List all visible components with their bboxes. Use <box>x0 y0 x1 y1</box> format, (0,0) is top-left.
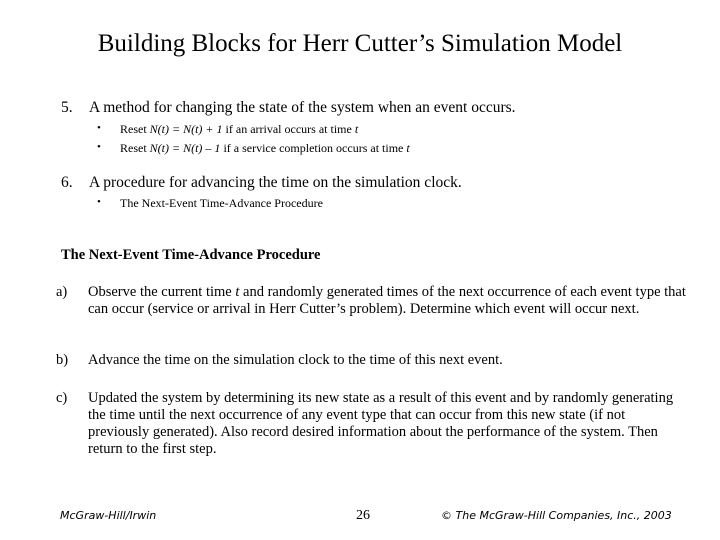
bullet-reset-arrival: Reset N(t) = N(t) + 1 if an arrival occurs at time t <box>120 122 359 136</box>
item-6 <box>61 174 462 192</box>
bullet-icon: • <box>97 141 101 153</box>
procedure-step-c <box>56 390 686 458</box>
bullet-procedure-name: The Next-Event Time-Advance Procedure <box>120 196 323 210</box>
step-text: Observe the current time t and randomly generated times of the next occurrence of each event type that can occur (service or arrival in Herr Cutter’s problem). Determine which event will occur next. <box>88 284 686 317</box>
step-label: b) <box>56 352 69 368</box>
footer-publisher: McGraw-Hill/Irwin <box>60 509 157 522</box>
bullet-icon: • <box>97 122 101 134</box>
procedure-step-a <box>56 284 686 318</box>
item-number: 6. <box>61 174 73 191</box>
item-number: 5. <box>61 99 73 116</box>
bullet-icon: • <box>97 196 101 208</box>
item-text: A procedure for advancing the time on the simulation clock. <box>89 174 462 191</box>
step-label: c) <box>56 390 68 406</box>
step-label: a) <box>56 284 68 300</box>
slide-title: Building Blocks for Herr Cutter’s Simulation Model <box>97 30 623 57</box>
page-number: 26 <box>356 508 370 523</box>
step-text: Advance the time on the simulation clock to the time of this next event. <box>88 352 503 368</box>
bullet-reset-departure: Reset N(t) = N(t) – 1 if a service completion occurs at time t <box>120 141 410 155</box>
item-text: A method for changing the state of the system when an event occurs. <box>89 99 516 116</box>
procedure-heading: The Next-Event Time-Advance Procedure <box>61 247 321 263</box>
item-5 <box>61 99 516 117</box>
step-text: Updated the system by determining its new state as a result of this event and by randomly generating the time until the next occurrence of any event type that can occur from this new state (if not previously generated). Also record desired information about the performance of the system. Then return to the first step. <box>88 390 674 457</box>
footer-copyright: © The McGraw-Hill Companies, Inc., 2003 <box>441 509 672 522</box>
procedure-step-b <box>56 352 686 369</box>
